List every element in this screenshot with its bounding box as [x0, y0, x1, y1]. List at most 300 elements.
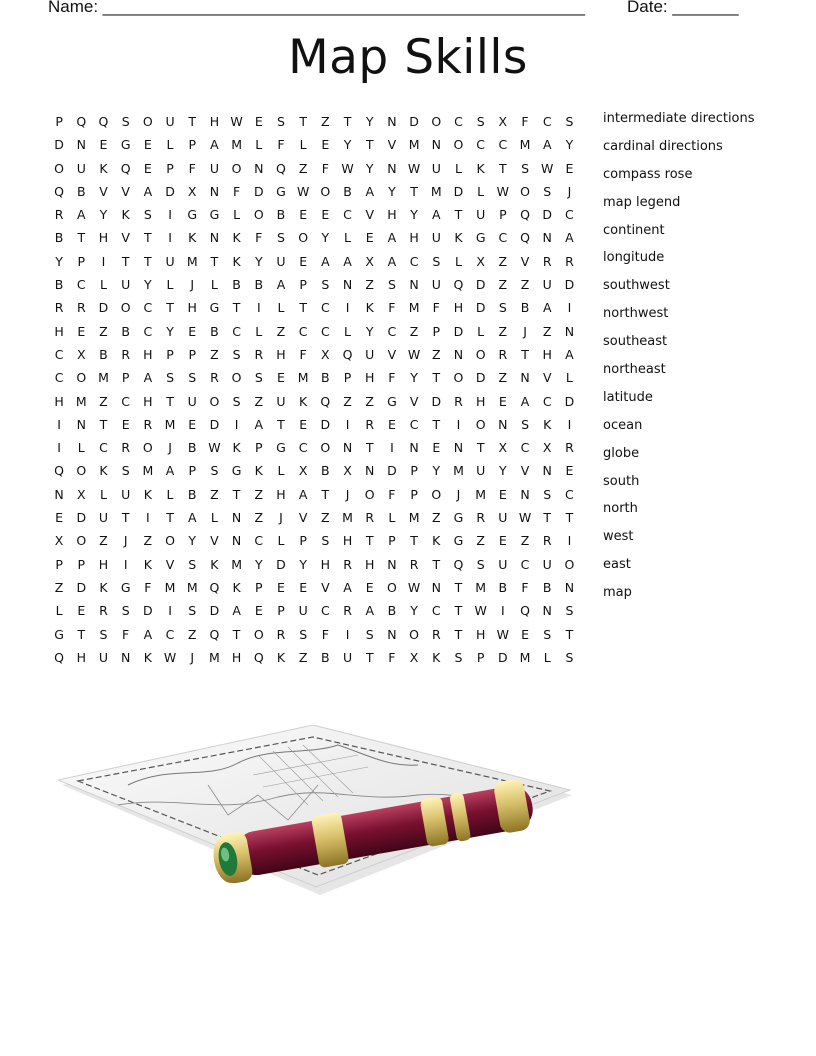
grid-letter: P — [255, 440, 263, 456]
grid-letter: F — [232, 183, 241, 199]
grid-letter: A — [432, 207, 441, 223]
grid-letter: L — [388, 510, 396, 526]
grid-letter: C — [165, 626, 175, 642]
grid-letter: Z — [542, 323, 552, 339]
grid-letter: A — [254, 416, 264, 432]
grid-letter: D — [320, 416, 331, 432]
grid-letter: U — [209, 160, 219, 176]
grid-letter: N — [76, 137, 86, 153]
grid-letter: N — [254, 160, 264, 176]
grid-letter: K — [143, 486, 152, 502]
word-list-item: globe — [603, 445, 640, 461]
grid-letter: I — [57, 416, 61, 432]
grid-letter: E — [299, 207, 308, 223]
grid-letter: A — [387, 230, 397, 246]
grid-letter: H — [475, 393, 486, 409]
grid-letter: C — [143, 300, 153, 316]
grid-letter: O — [520, 183, 530, 199]
grid-letter: D — [54, 137, 64, 153]
grid-letter: E — [254, 603, 263, 619]
grid-letter: Y — [343, 137, 352, 153]
grid-letter: V — [387, 346, 397, 362]
grid-letter: P — [432, 323, 441, 339]
grid-letter: R — [54, 300, 64, 316]
grid-letter: B — [187, 486, 197, 502]
grid-letter: D — [143, 603, 153, 619]
grid-letter: T — [188, 114, 197, 129]
grid-letter: B — [76, 183, 86, 199]
grid-letter: P — [499, 207, 507, 223]
grid-letter: N — [409, 440, 419, 456]
grid-letter: T — [410, 183, 418, 199]
grid-letter: S — [210, 463, 219, 479]
grid-letter: K — [454, 230, 463, 246]
grid-letter: X — [76, 486, 86, 502]
grid-letter: E — [188, 416, 197, 432]
grid-letter: K — [99, 160, 108, 176]
grid-letter: E — [277, 370, 285, 386]
grid-letter: O — [54, 160, 65, 176]
grid-letter: T — [166, 300, 174, 316]
grid-letter: Z — [520, 277, 530, 293]
grid-letter: A — [520, 393, 530, 409]
grid-letter: B — [121, 323, 130, 339]
grid-letter: I — [123, 556, 128, 572]
grid-letter: E — [321, 207, 330, 223]
grid-letter: H — [276, 346, 286, 362]
grid-letter: Y — [410, 370, 418, 386]
grid-letter: S — [188, 370, 197, 386]
grid-letter: O — [253, 207, 264, 223]
grid-letter: O — [475, 416, 486, 432]
grid-letter: Q — [342, 346, 353, 362]
grid-letter: V — [520, 253, 530, 269]
grid-letter: P — [77, 556, 86, 572]
grid-letter: Z — [476, 533, 485, 549]
grid-letter: I — [456, 416, 461, 432]
grid-letter: O — [76, 533, 87, 549]
grid-letter: F — [521, 579, 529, 595]
grid-letter: L — [277, 300, 285, 316]
grid-letter: C — [542, 393, 552, 409]
grid-letter: R — [565, 253, 574, 269]
grid-letter: T — [365, 137, 374, 153]
grid-letter: H — [231, 649, 242, 665]
grid-letter: Z — [254, 486, 264, 502]
grid-letter: Y — [188, 533, 197, 549]
grid-letter: D — [475, 277, 486, 293]
grid-letter: Z — [365, 393, 374, 409]
grid-letter: I — [168, 207, 172, 223]
grid-letter: U — [165, 253, 175, 269]
grid-letter: F — [277, 137, 285, 153]
grid-letter: I — [256, 300, 261, 316]
grid-letter: G — [475, 230, 486, 246]
grid-letter: C — [254, 533, 264, 549]
grid-letter: Q — [520, 207, 530, 223]
grid-letter: Y — [365, 160, 374, 176]
grid-letter: H — [54, 393, 64, 409]
grid-letter: Z — [254, 510, 264, 526]
grid-letter: N — [387, 626, 397, 642]
grid-letter: P — [277, 603, 285, 619]
grid-letter: K — [210, 556, 219, 572]
grid-letter: C — [320, 323, 330, 339]
grid-letter: P — [255, 579, 263, 595]
grid-letter: F — [122, 626, 130, 642]
grid-letter: C — [99, 440, 108, 456]
grid-letter: V — [321, 579, 330, 595]
grid-letter: T — [232, 486, 241, 502]
grid-letter: I — [567, 416, 572, 432]
name-field-label: Name: ___________________________________________________ — [48, 0, 585, 16]
grid-letter: S — [521, 416, 529, 432]
grid-letter: J — [456, 486, 461, 502]
grid-letter: Y — [365, 114, 374, 129]
grid-letter: N — [342, 440, 353, 456]
grid-letter: R — [542, 533, 552, 549]
grid-letter: U — [298, 603, 308, 619]
grid-letter: Y — [410, 603, 418, 619]
grid-letter: L — [166, 486, 174, 502]
grid-letter: L — [255, 323, 263, 339]
grid-letter: Z — [498, 277, 508, 293]
grid-letter: H — [365, 370, 375, 386]
grid-letter: P — [121, 370, 130, 386]
grid-letter: M — [231, 556, 242, 572]
grid-letter: Y — [99, 207, 108, 223]
grid-letter: D — [453, 323, 464, 339]
grid-letter: C — [54, 346, 64, 362]
grid-letter: B — [321, 370, 330, 386]
grid-letter: T — [499, 160, 507, 176]
grid-letter: T — [454, 603, 463, 619]
grid-letter: K — [99, 463, 108, 479]
grid-letter: U — [276, 253, 286, 269]
grid-letter: A — [77, 207, 86, 223]
grid-letter: L — [277, 463, 285, 479]
grid-letter: S — [432, 253, 441, 269]
grid-letter: T — [232, 300, 241, 316]
grid-letter: A — [565, 230, 574, 246]
grid-letter: I — [567, 300, 572, 316]
grid-letter: N — [209, 183, 220, 199]
grid-letter: M — [75, 393, 87, 409]
grid-letter: L — [210, 510, 218, 526]
grid-letter: L — [477, 323, 485, 339]
grid-letter: K — [432, 533, 441, 549]
grid-letter: I — [57, 440, 61, 456]
grid-letter: C — [343, 207, 352, 223]
word-list-item: southeast — [603, 334, 668, 350]
grid-letter: U — [187, 393, 197, 409]
grid-letter: R — [409, 556, 419, 572]
grid-letter: E — [299, 416, 308, 432]
grid-letter: L — [344, 323, 352, 339]
grid-letter: C — [409, 416, 419, 432]
grid-letter: R — [99, 603, 108, 619]
grid-letter: C — [542, 114, 552, 129]
grid-letter: B — [542, 579, 552, 595]
grid-letter: P — [55, 556, 63, 572]
grid-letter: O — [431, 114, 442, 129]
grid-letter: Z — [365, 277, 374, 293]
grid-letter: O — [320, 440, 331, 456]
grid-letter: J — [190, 277, 195, 293]
grid-letter: Z — [321, 114, 330, 129]
grid-letter: L — [565, 370, 573, 386]
grid-letter: S — [166, 370, 174, 386]
grid-letter: M — [98, 370, 109, 386]
grid-letter: P — [188, 346, 196, 362]
grid-letter: E — [143, 160, 152, 176]
grid-letter: V — [520, 463, 530, 479]
grid-letter: K — [232, 253, 241, 269]
grid-letter: O — [142, 114, 153, 129]
grid-letter: N — [365, 463, 375, 479]
grid-letter: M — [297, 370, 309, 386]
grid-letter: T — [121, 253, 130, 269]
grid-letter: A — [343, 253, 352, 269]
grid-letter: T — [166, 393, 174, 409]
grid-letter: A — [143, 370, 153, 386]
grid-letter: M — [408, 300, 420, 316]
grid-letter: U — [98, 510, 109, 526]
letter-grid — [48, 110, 581, 669]
grid-letter: J — [567, 183, 572, 199]
grid-letter: N — [453, 440, 464, 456]
grid-letter: D — [453, 183, 464, 199]
grid-letter: W — [407, 160, 421, 176]
grid-letter: S — [232, 393, 241, 409]
grid-letter: N — [231, 533, 242, 549]
grid-letter: T — [410, 533, 418, 549]
grid-letter: Z — [210, 486, 219, 502]
grid-letter: E — [498, 486, 507, 502]
grid-letter: I — [345, 416, 350, 432]
grid-letter: C — [54, 370, 64, 386]
grid-letter: V — [165, 556, 175, 572]
grid-letter: H — [475, 626, 486, 642]
grid-letter: W — [518, 510, 532, 526]
grid-letter: X — [498, 440, 508, 456]
word-list-item: longitude — [603, 250, 665, 266]
grid-letter: P — [410, 463, 418, 479]
grid-letter: T — [432, 556, 441, 572]
grid-letter: Q — [453, 556, 464, 572]
grid-letter: U — [476, 463, 486, 479]
grid-letter: X — [187, 183, 197, 199]
grid-letter: X — [409, 649, 419, 665]
grid-letter: W — [496, 626, 510, 642]
grid-letter: K — [476, 160, 485, 176]
grid-letter: S — [476, 556, 485, 572]
grid-letter: W — [341, 160, 354, 176]
grid-letter: Y — [432, 463, 441, 479]
grid-letter: D — [409, 114, 419, 129]
grid-letter: S — [521, 160, 529, 176]
grid-letter: H — [453, 300, 464, 316]
grid-letter: S — [365, 626, 374, 642]
grid-letter: P — [188, 137, 196, 153]
grid-letter: M — [408, 137, 420, 153]
grid-letter: V — [99, 183, 108, 199]
grid-letter: H — [54, 323, 64, 339]
grid-letter: U — [98, 649, 109, 665]
grid-letter: F — [188, 160, 196, 176]
grid-letter: B — [54, 230, 64, 246]
grid-letter: M — [164, 579, 176, 595]
grid-letter: I — [234, 416, 239, 432]
grid-letter: Z — [276, 323, 286, 339]
grid-letter: Y — [499, 463, 507, 479]
grid-letter: N — [120, 649, 131, 665]
grid-letter: S — [565, 114, 574, 129]
grid-letter: M — [209, 649, 220, 665]
grid-letter: O — [320, 183, 331, 199]
word-list — [603, 109, 755, 611]
grid-letter: P — [166, 160, 174, 176]
grid-letter: C — [431, 603, 441, 619]
grid-letter: N — [409, 277, 419, 293]
grid-letter: D — [475, 370, 486, 386]
grid-letter: L — [99, 277, 107, 293]
grid-letter: K — [143, 649, 152, 665]
grid-letter: K — [99, 579, 108, 595]
grid-letter: O — [386, 579, 397, 595]
grid-letter: S — [387, 277, 396, 293]
grid-letter: G — [276, 183, 286, 199]
grid-letter: I — [101, 253, 106, 269]
grid-letter: Z — [321, 510, 330, 526]
word-list-item: north — [603, 501, 638, 517]
grid-letter: S — [143, 207, 152, 223]
grid-letter: Q — [120, 160, 131, 176]
grid-letter: B — [498, 579, 508, 595]
grid-letter: T — [565, 510, 574, 526]
grid-letter: I — [345, 300, 350, 316]
grid-letter: H — [542, 346, 552, 362]
grid-letter: L — [454, 253, 462, 269]
grid-letter: U — [498, 556, 508, 572]
grid-letter: E — [99, 137, 108, 153]
grid-letter: N — [342, 277, 353, 293]
grid-letter: F — [299, 346, 307, 362]
grid-letter: Z — [298, 649, 308, 665]
grid-letter: F — [321, 160, 329, 176]
grid-letter: E — [254, 114, 263, 129]
grid-letter: S — [99, 626, 108, 642]
grid-letter: Y — [254, 556, 263, 572]
grid-letter: Q — [520, 603, 530, 619]
grid-letter: O — [142, 440, 153, 456]
grid-letter: H — [387, 207, 397, 223]
grid-letter: Q — [76, 114, 87, 129]
grid-letter: L — [344, 230, 352, 246]
grid-letter: D — [498, 649, 508, 665]
grid-letter: R — [54, 207, 64, 223]
grid-letter: C — [476, 137, 486, 153]
grid-letter: O — [231, 370, 242, 386]
grid-letter: O — [120, 300, 131, 316]
grid-letter: H — [98, 230, 109, 246]
grid-letter: O — [76, 463, 87, 479]
grid-letter: A — [343, 579, 352, 595]
grid-letter: Y — [254, 253, 263, 269]
grid-letter: P — [476, 649, 485, 665]
grid-letter: T — [476, 440, 485, 456]
grid-letter: U — [365, 346, 375, 362]
grid-letter: Q — [320, 393, 331, 409]
grid-letter: B — [520, 300, 530, 316]
grid-letter: Q — [453, 277, 464, 293]
grid-letter: Q — [54, 463, 65, 479]
grid-letter: N — [209, 230, 220, 246]
grid-letter: Z — [431, 346, 441, 362]
grid-letter: S — [454, 649, 463, 665]
grid-letter: M — [142, 463, 154, 479]
word-list-item: southwest — [603, 278, 670, 294]
grid-letter: U — [121, 486, 131, 502]
grid-letter: T — [144, 253, 152, 269]
grid-letter: V — [121, 230, 130, 246]
grid-letter: O — [431, 486, 442, 502]
grid-letter: N — [231, 510, 242, 526]
grid-letter: D — [209, 603, 220, 619]
grid-letter: L — [55, 603, 63, 619]
grid-letter: G — [276, 440, 286, 456]
grid-letter: L — [210, 277, 218, 293]
grid-letter: L — [477, 183, 485, 199]
grid-letter: H — [409, 230, 419, 246]
grid-letter: F — [321, 626, 329, 642]
grid-letter: G — [453, 510, 464, 526]
grid-letter: W — [230, 114, 243, 129]
grid-letter: D — [98, 300, 109, 316]
grid-letter: D — [431, 393, 442, 409]
grid-letter: K — [232, 440, 241, 456]
grid-letter: W — [208, 440, 221, 456]
grid-letter: C — [298, 440, 308, 456]
grid-letter: M — [453, 463, 464, 479]
grid-letter: P — [388, 533, 396, 549]
grid-letter: T — [166, 510, 174, 526]
grid-letter: D — [387, 463, 397, 479]
grid-letter: E — [432, 440, 441, 456]
grid-letter: B — [343, 183, 352, 199]
grid-letter: I — [345, 626, 350, 642]
grid-letter: W — [407, 346, 421, 362]
grid-letter: E — [299, 253, 308, 269]
grid-letter: P — [299, 533, 307, 549]
word-list-item: compass rose — [603, 166, 693, 182]
grid-letter: A — [232, 603, 241, 619]
grid-letter: X — [76, 346, 86, 362]
grid-letter: N — [564, 579, 575, 595]
grid-letter: R — [454, 393, 463, 409]
grid-letter: G — [231, 463, 242, 479]
grid-letter: A — [187, 510, 197, 526]
grid-letter: F — [388, 300, 396, 316]
grid-letter: T — [144, 230, 152, 246]
grid-letter: N — [564, 323, 575, 339]
grid-letter: E — [321, 137, 330, 153]
grid-letter: H — [365, 556, 375, 572]
date-field-label: Date: _______ — [627, 0, 739, 16]
grid-letter: R — [143, 416, 153, 432]
grid-letter: Z — [498, 370, 508, 386]
grid-letter: K — [543, 416, 552, 432]
